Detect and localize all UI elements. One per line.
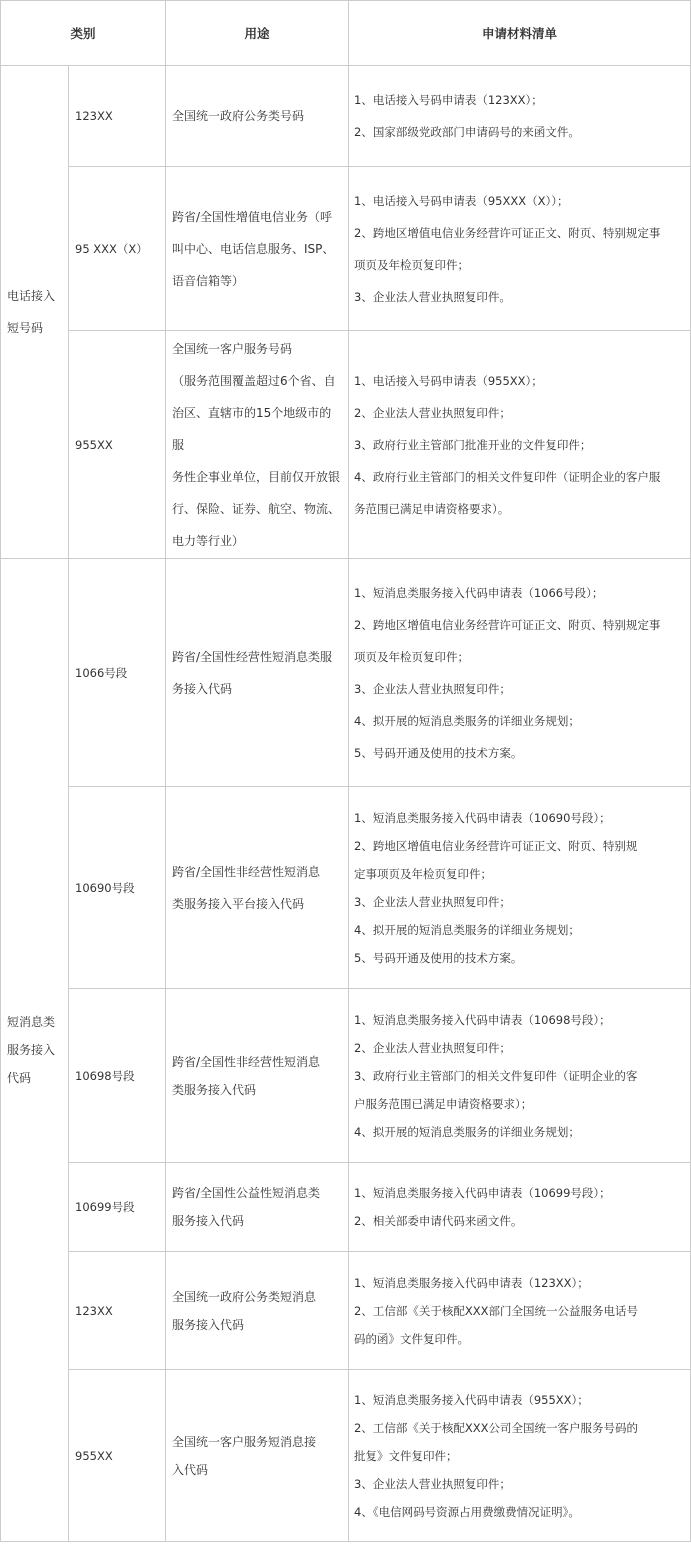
usage-line: 电力等行业）	[172, 533, 245, 548]
usage-line: 行、保险、证券、航空、物流、	[172, 501, 341, 516]
material-line: 批复》文件复印件；	[354, 1448, 458, 1463]
material-line: 5、号码开通及使用的技术方案。	[354, 950, 523, 965]
table-row	[1, 1252, 691, 1370]
code-cell: 1066号段	[69, 559, 166, 787]
material-line: 1、短消息类服务接入代码申请表（10699号段）；	[354, 1186, 611, 1200]
header-usage: 用途	[166, 1, 349, 66]
header-materials: 申请材料清单	[349, 1, 691, 66]
material-line: 4、拟开展的短消息类服务的详细业务规划；	[354, 922, 580, 937]
usage-line: 跨省/全国性公益性短消息类	[172, 1186, 321, 1200]
material-line: 3、企业法人营业执照复印件；	[354, 681, 511, 696]
code-cell: 955XX	[69, 331, 166, 559]
usage-cell	[166, 989, 349, 1163]
usage-cell	[166, 787, 349, 989]
usage-line: 叫中心、电话信息服务、ISP、	[172, 241, 335, 256]
table-row	[1, 989, 691, 1163]
category-line: 代码	[7, 1071, 32, 1085]
material-line: 码的函》文件复印件。	[354, 1331, 470, 1346]
material-line: 2、企业法人营业执照复印件；	[354, 405, 511, 420]
usage-line: 服务接入代码	[172, 1214, 245, 1228]
usage-line: 入代码	[172, 1462, 209, 1477]
usage-line: 类服务接入平台接入代码	[172, 896, 305, 911]
material-line: 4、政府行业主管部门的相关文件复印件（证明企业的客户服	[354, 469, 661, 484]
code-cell: 955XX	[69, 1370, 166, 1542]
code-cell: 123XX	[69, 1252, 166, 1370]
usage-line: 全国统一政府公务类号码	[172, 109, 305, 123]
usage-line: 跨省/全国性非经营性短消息	[172, 864, 321, 879]
materials-cell	[349, 167, 691, 331]
table-row	[1, 787, 691, 989]
materials-cell	[349, 787, 691, 989]
usage-line: 全国统一客户服务短消息接	[172, 1434, 317, 1449]
material-line: 4、拟开展的短消息类服务的详细业务规划；	[354, 713, 580, 728]
usage-cell	[166, 1163, 349, 1252]
material-line: 3、企业法人营业执照复印件；	[354, 894, 511, 909]
usage-cell	[166, 1370, 349, 1542]
usage-cell	[166, 167, 349, 331]
usage-cell	[166, 1252, 349, 1370]
material-line: 定事项页及年检页复印件；	[354, 866, 493, 881]
material-line: 1、电话接入号码申请表（95XXX（X））；	[354, 193, 569, 208]
category-cell	[1, 559, 69, 1542]
materials-cell	[349, 559, 691, 787]
material-line: 项页及年检页复印件；	[354, 257, 470, 272]
material-line: 2、跨地区增值电信业务经营许可证正文、附页、特别规定事	[354, 617, 661, 632]
material-line: 3、企业法人营业执照复印件。	[354, 289, 511, 304]
material-line: 务范围已满足申请资格要求）。	[354, 501, 510, 516]
usage-line: 跨省/全国性增值电信业务（呼	[172, 209, 333, 224]
material-line: 2、国家部级党政部门申请码号的来函文件。	[354, 125, 580, 139]
usage-cell	[166, 66, 349, 167]
material-line: 2、跨地区增值电信业务经营许可证正文、附页、特别规定事	[354, 225, 661, 240]
material-line: 5、号码开通及使用的技术方案。	[354, 745, 523, 760]
code-cell: 10698号段	[69, 989, 166, 1163]
header-row	[1, 1, 691, 66]
category-cell	[1, 66, 69, 559]
usage-line: 类服务接入代码	[172, 1082, 257, 1097]
usage-line: （服务范围覆盖超过6个省、自	[172, 373, 336, 388]
header-category: 类别	[1, 1, 166, 66]
usage-line: 语音信箱等）	[172, 273, 245, 288]
material-line: 2、跨地区增值电信业务经营许可证正文、附页、特别规	[354, 838, 638, 853]
code-cell: 10699号段	[69, 1163, 166, 1252]
usage-cell	[166, 331, 349, 559]
table-row	[1, 331, 691, 559]
category-line: 短号码	[7, 321, 44, 335]
material-line: 2、企业法人营业执照复印件；	[354, 1040, 511, 1055]
materials-cell	[349, 1252, 691, 1370]
code-cell: 123XX	[69, 66, 166, 167]
table-row	[1, 1163, 691, 1252]
code-cell: 95 XXX（X）	[69, 167, 166, 331]
usage-line: 治区、直辖市的15个地级市的服	[172, 405, 332, 452]
material-line: 3、政府行业主管部门的相关文件复印件（证明企业的客	[354, 1068, 638, 1083]
materials-cell	[349, 1370, 691, 1542]
material-line: 2、相关部委申请代码来函文件。	[354, 1214, 523, 1228]
category-line: 电话接入	[7, 289, 56, 303]
material-line: 3、政府行业主管部门批准开业的文件复印件；	[354, 437, 592, 452]
table-row	[1, 559, 691, 787]
material-line: 项页及年检页复印件；	[354, 649, 470, 664]
material-line: 1、电话接入号码申请表（955XX）；	[354, 373, 543, 388]
materials-cell	[349, 1163, 691, 1252]
material-line: 3、企业法人营业执照复印件；	[354, 1476, 511, 1491]
materials-cell	[349, 331, 691, 559]
material-line: 4、拟开展的短消息类服务的详细业务规划；	[354, 1124, 580, 1139]
usage-cell	[166, 559, 349, 787]
material-line: 1、短消息类服务接入代码申请表（1066号段）；	[354, 585, 604, 600]
usage-line: 服务接入代码	[172, 1317, 245, 1332]
material-line: 1、短消息类服务接入代码申请表（10698号段）；	[354, 1012, 611, 1027]
materials-cell	[349, 66, 691, 167]
usage-line: 务接入代码	[172, 681, 233, 696]
material-line: 户服务范围已满足申请资格要求）；	[354, 1096, 533, 1111]
material-line: 1、短消息类服务接入代码申请表（123XX）；	[354, 1275, 589, 1290]
code-cell: 10690号段	[69, 787, 166, 989]
category-line: 短消息类	[7, 1015, 56, 1029]
usage-line: 全国统一客户服务号码	[172, 341, 293, 356]
table-row	[1, 1370, 691, 1542]
material-line: 1、电话接入号码申请表（123XX）；	[354, 93, 543, 107]
usage-line: 务性企事业单位，目前仅开放银	[172, 469, 341, 484]
category-line: 服务接入	[7, 1043, 56, 1057]
material-line: 1、短消息类服务接入代码申请表（10690号段）；	[354, 810, 611, 825]
material-line: 4、《电信网码号资源占用费缴费情况证明》。	[354, 1504, 580, 1519]
material-line: 1、短消息类服务接入代码申请表（955XX）；	[354, 1392, 589, 1407]
table-row	[1, 66, 691, 167]
usage-line: 跨省/全国性非经营性短消息	[172, 1054, 321, 1069]
material-line: 2、工信部《关于核配XXX公司全国统一客户服务号码的	[354, 1420, 638, 1435]
usage-line: 跨省/全国性经营性短消息类服	[172, 649, 333, 664]
materials-cell	[349, 989, 691, 1163]
material-line: 2、工信部《关于核配XXX部门全国统一公益服务电话号	[354, 1303, 638, 1318]
table-row	[1, 167, 691, 331]
usage-line: 全国统一政府公务类短消息	[172, 1289, 317, 1304]
